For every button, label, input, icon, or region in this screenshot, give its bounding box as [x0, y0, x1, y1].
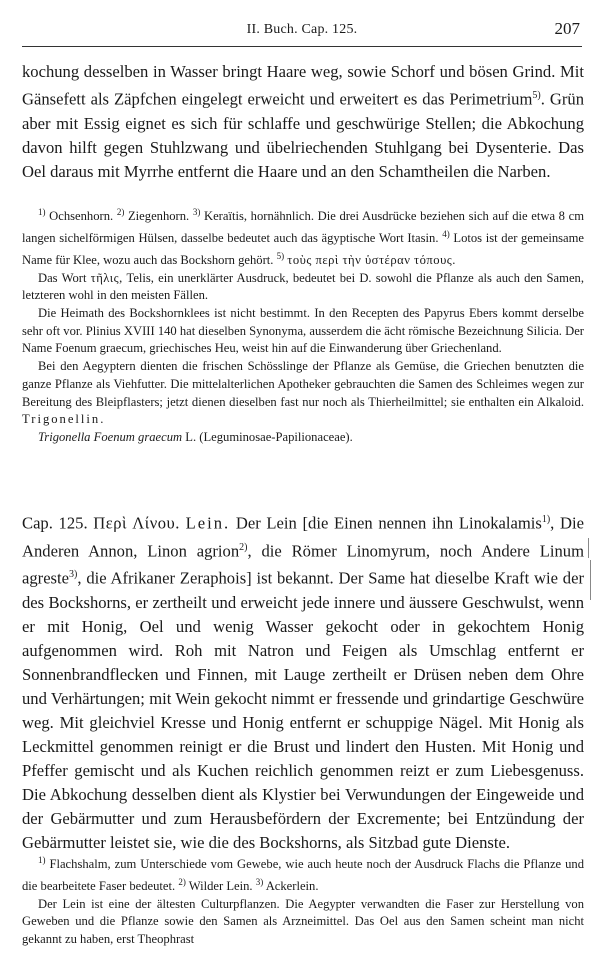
bottom-commentary-p1: Der Lein ist eine der ältesten Culturpflanzen. Die Aegypter verwandten die Faser zur Herstellung von Geweben und die Pflanze sowie den Samen als Arzneimittel. Das Oel aus den Samen scheint man nicht gekannt zu haben, erst Theophrast — [22, 896, 584, 947]
chapter-text-c: , die Römer Linomyrum, noch Andere Linum agreste — [22, 541, 584, 588]
bottom-note-1-text: Flachshalm, zum Unterschiede vom Gewebe, wie auch heute noch der Ausdruck Flachs die Pflanze und die bearbeitete Faser bedeutet. — [22, 857, 584, 894]
note-4-text: Lotos ist der gemeinsame Name für Klee, wozu auch das Bockshorn gehört. — [22, 231, 585, 267]
chapter-text-a: Der Lein [die Einen nennen ihn Linokalamis — [235, 513, 542, 533]
species-name: Trigonella Foenum graecum — [38, 430, 183, 444]
page-header — [22, 18, 582, 47]
chapter-text-d: , die Afrikaner Zeraphois] ist bekannt. Der Same hat dieselbe Kraft wie der des Bockshorns, er zertheilt und erweicht jede innere und äussere Geschwulst, wenn er mit Honig, Oel und wenig Wasser gekocht oder in gekochtem Honig aufgenommen wird. Roh mit Natron und Feigen als Umschlag entfernt er Sonnenbrandflecken und Finnen, mit Lauge zertheilt er Drüsen neben dem Ohre und Verhärtungen; mit Wein gekocht nimmt er fressende und grindartige Geschwüre weg. Mit gleichviel Kresse und Honig entfernt er schuppige Nägel. Mit Honig als Leckmittel genommen reinigt er die Brust und lindert den Husten. Mit Honig und Pfeffer gemischt und als Kuchen reichlich genommen reizt er zum Liebesgenuss. Die Abkochung desselben dient als Klystier bei Verwundungen der Eingeweide und der Gebärmutter und zum Herausbefördern der Excremente; bei Entzündung der Gebärmutter leistet sie, wie die des Bockshorns, als Sitzbad gute Dienste. — [22, 568, 584, 852]
chapter-label: Cap. 125. — [22, 513, 88, 533]
chapter-ref-1: 1) — [541, 514, 551, 525]
commentary-p3-spaced: Trigonellin. — [22, 412, 106, 427]
commentary-bottom — [22, 852, 584, 949]
note-2-text: Ziegenhorn. — [127, 209, 190, 224]
page-number: 207 — [554, 19, 580, 38]
commentary-p2: Die Heimath des Bockshornklees ist nicht bestimmt. In den Recepten des Papyrus Ebers kommt derselbe sehr oft vor. Plinius XVIII 140 hat dieselben Synonyma, ausserdem die ächt römische Bezeichnung Silicia. Der Name Foenum graecum, griechisches Heu, weist hin auf die Einwanderung über Griechenland. — [22, 306, 584, 356]
continuation-text-1: kochung desselben in Wasser bringt Haare weg, sowie Schorf und bösen Grind. Mit Gänsefett als Zäpfchen eingelegt erweicht und erweitert es das Perimetrium — [22, 62, 584, 109]
note-1-mark: 1) — [38, 207, 46, 217]
note-2-mark: 2) — [116, 207, 125, 217]
bottom-note-3-mark: 3) — [255, 876, 264, 887]
footnote-ref: 5) — [532, 90, 541, 101]
note-3-text: Keraïtis, hornähnlich. Die drei Ausdrücke beziehen sich auf die etwa 8 cm langen sichelförmigen Hülsen, dasselbe bedeutet auch das ägyptische Wort Itasin. — [22, 209, 585, 246]
bottom-note-3-text: Ackerlein. — [265, 879, 319, 894]
chapter-ref-3: 3) — [69, 569, 78, 581]
chapter-greek-title: Περὶ Λίνου. — [93, 513, 180, 533]
margin-mark — [588, 538, 589, 558]
note-3-mark: 3) — [192, 207, 201, 217]
bottom-note-2-mark: 2) — [178, 876, 186, 887]
note-1-text: Ochsenhorn. — [49, 209, 114, 224]
commentary-p1-greek: τῆλις — [90, 270, 120, 285]
note-5-text: τοὺς περὶ τὴν ὑστέραν τόπους. — [287, 252, 456, 267]
species-family: L. (Leguminosae-Papilionaceae). — [182, 430, 353, 444]
running-head: II. Buch. Cap. 125. — [246, 22, 358, 37]
commentary-p1-b: , Telis, ein unerklärter Ausdruck, bedeutet bei D. sowohl die Pflanze als auch den Samen, letzteren wohl in den meisten Fällen. — [22, 270, 584, 303]
note-5-mark: 5) — [276, 250, 285, 261]
chapter-text-b: , Die Anderen Annon, Linon agrion — [22, 513, 584, 561]
chapter-125 — [22, 508, 584, 855]
continuation-text-2: . Grün aber mit Essig eignet es sich für schlaffe und geschwürige Stellen; die Abkochung davon hilft gegen Stuhlzwang und übelriechenden Stuhlgang bei Dysenterie. Das Oel daraus mit Myrrhe entfernt die Haare und an den Schamtheilen die Narben. — [22, 89, 584, 181]
continuation-paragraph — [22, 60, 584, 184]
commentary-p3: Bei den Aegyptern dienten die frischen Schösslinge der Pflanze als Gemüse, die Griechen benutzten die ganze Pflanze als Viehfutter. Die mittelalterlichen Apotheker gebrauchten die Samen des Schleimes wegen zur Bereitung des Bleipflasters; jetzt dienen dieselben fast nur noch als Thierheilmittel; sie enthalten ein Alkaloid. — [22, 359, 584, 409]
bottom-note-1-mark: 1) — [38, 855, 46, 865]
commentary-p1-a: Das Wort — [38, 270, 91, 285]
chapter-title: Lein. — [185, 513, 231, 533]
note-4-mark: 4) — [442, 228, 450, 239]
commentary-top — [22, 204, 584, 447]
chapter-ref-2: 2) — [239, 541, 248, 553]
bottom-note-2-text: Wilder Lein. — [188, 879, 253, 894]
margin-mark — [590, 560, 591, 600]
